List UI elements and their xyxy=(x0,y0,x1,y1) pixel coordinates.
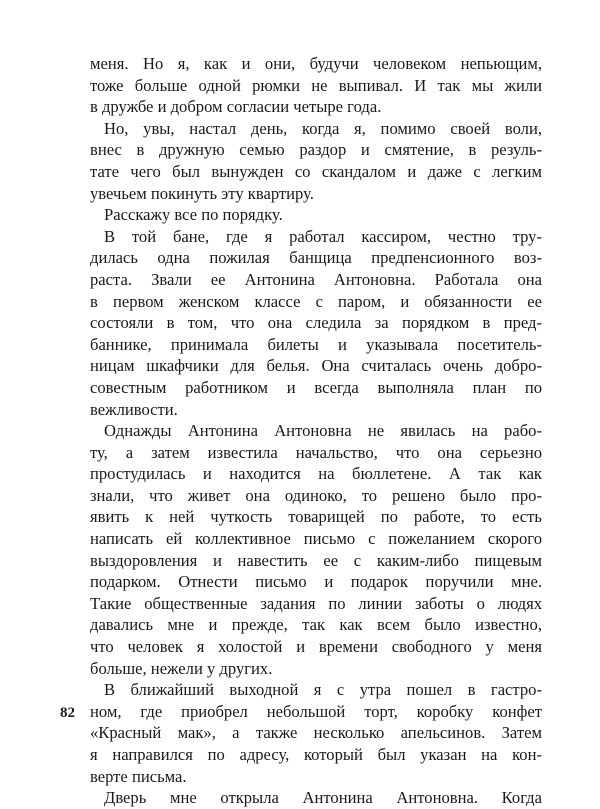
text-line: ном, где приобрел небольшой торт, коробку конфет xyxy=(90,701,542,721)
text-line: выздоровления и навестить ее с каким-либо пищевым xyxy=(90,550,542,570)
text-line: написать ей коллективное письмо с пожеланием скорого xyxy=(90,529,542,549)
text-line: простудилась и находится на бюллетене. А так как xyxy=(90,464,542,484)
text-line: ту, а затем известила начальство, что она серьезно xyxy=(90,442,542,462)
text-line: явить к ней чуткость товарищей по работе, то есть xyxy=(90,507,542,527)
text-line: раста. Звали ее Антонина Антоновна. Работала она xyxy=(90,269,542,289)
text-line: тате чего был вынужден со скандалом и даже с легким xyxy=(90,161,542,181)
text-line: подарком. Отнести письмо и подарок поручили мне. xyxy=(90,572,542,592)
page-number: 82 xyxy=(60,705,75,721)
text-line: баннике, принимала билеты и указывала посетитель- xyxy=(90,334,542,354)
text-line: давались мне и прежде, так как всем было известно, xyxy=(90,615,542,635)
text-line: Расскажу все по порядку. xyxy=(104,205,283,225)
text-line: больше, нежели у других. xyxy=(90,658,273,678)
text-line: тоже больше одной рюмки не выпивал. И так мы жили xyxy=(90,75,542,95)
text-line: Такие общественные задания по линии заботы о людях xyxy=(90,593,542,613)
body-text xyxy=(90,53,542,809)
text-line: состояли в том, что она следила за порядком в пред- xyxy=(90,313,542,333)
paragraph xyxy=(90,204,542,226)
text-line: увечьем покинуть эту квартиру. xyxy=(90,183,314,203)
text-line: В той бане, где я работал кассиром, честно тру- xyxy=(104,226,542,246)
text-line: в первом женском классе с паром, и обязанности ее xyxy=(90,291,542,311)
paragraph xyxy=(90,226,542,420)
text-line: дилась одна пожилая банщица предпенсионного воз- xyxy=(90,248,542,268)
text-line: я направился по адресу, который был указан на кон- xyxy=(90,745,542,764)
text-line: верте письма. xyxy=(90,766,187,786)
paragraph xyxy=(90,420,542,679)
text-line: в дружбе и добром согласии четыре года. xyxy=(90,97,382,117)
paragraph xyxy=(90,787,542,809)
text-line: Но, увы, настал день, когда я, помимо своей воли, xyxy=(104,118,542,138)
paragraph xyxy=(90,679,542,787)
text-line: «Красный мак», а также несколько апельсинов. Затем xyxy=(90,723,542,743)
text-line: что человек я холостой и времени свободного у меня xyxy=(90,637,542,657)
text-line: совестным работником и всегда выполняла план по xyxy=(90,377,542,397)
text-line: ницам шкафчики для белья. Она считалась очень добро- xyxy=(90,356,542,376)
paragraph xyxy=(90,53,542,118)
text-line: вежливости. xyxy=(90,399,178,419)
text-line: Дверь мне открыла Антонина Антоновна. Когда xyxy=(104,788,542,808)
paragraph xyxy=(90,118,542,204)
text-line: меня. Но я, как и они, будучи человеком непьющим, xyxy=(90,54,542,73)
text-line: внес в дружную семью раздор и смятение, в резуль- xyxy=(90,140,542,160)
text-line: В ближайший выходной я с утра пошел в гастро- xyxy=(104,680,542,700)
text-line: Однажды Антонина Антоновна не явилась на рабо- xyxy=(104,421,542,441)
text-line: знали, что живет она одиноко, то решено было про- xyxy=(90,485,542,505)
